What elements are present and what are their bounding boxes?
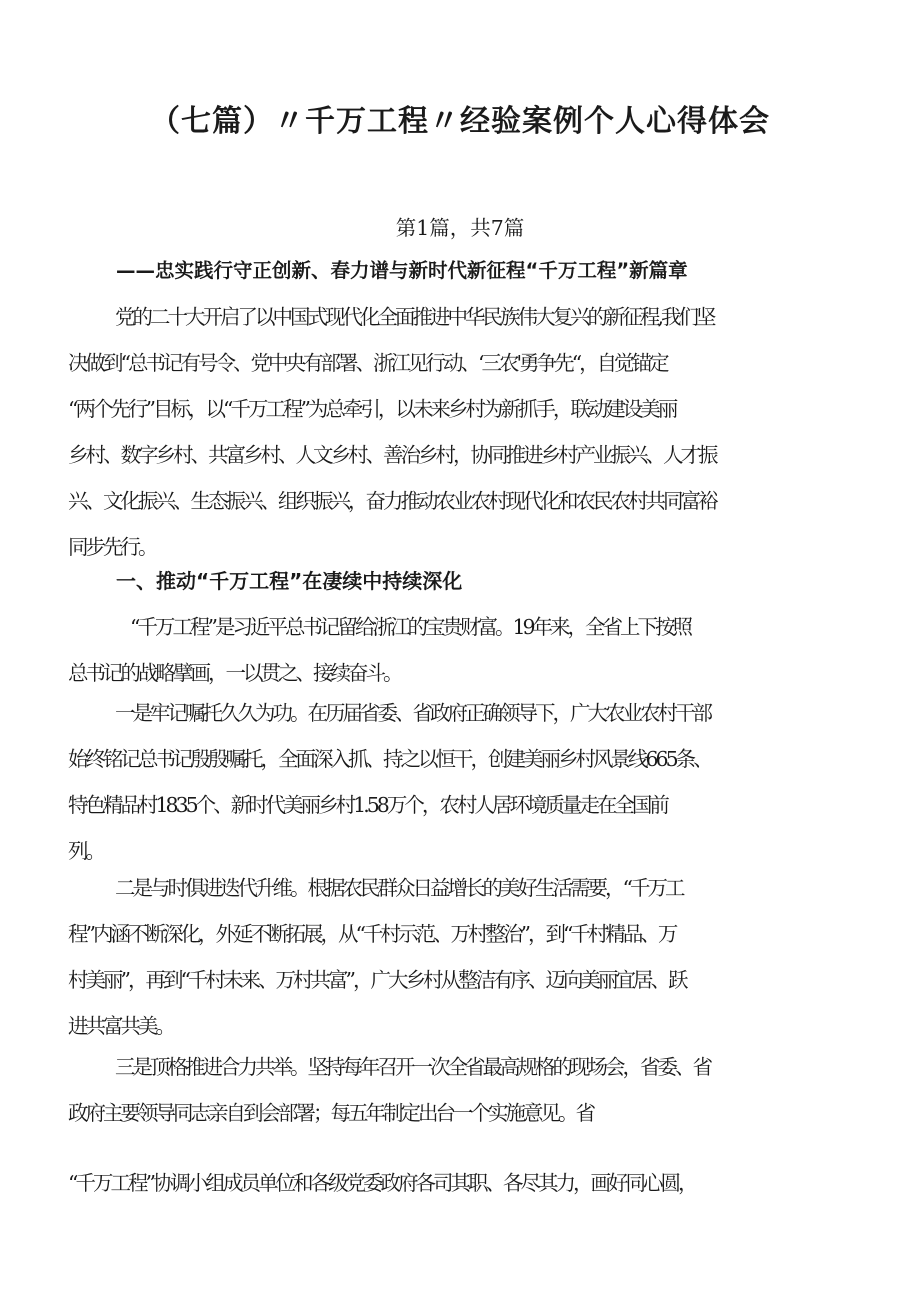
intro-line-2: 决做到“总书记有号令、党中央有部署、浙江见行动、‘三农'勇争先“，自觉锚定: [68, 351, 667, 375]
paragraph-3-line-3: 村美丽”，再到“千村未来、万村共富”，广大乡村从整洁有序、迈向美丽宜居、跃: [68, 968, 686, 992]
paragraph-4-line-2: 政府主要领导同志亲自到会部署；每五年制定出台一个实施意见。省: [68, 1101, 593, 1125]
intro-line-6: 同步先行。: [68, 535, 156, 559]
intro-line-4: 乡村、数字乡村、共富乡村、人文乡村、善治乡村，协同推进乡村产业振兴、人才振: [68, 443, 716, 467]
intro-line-1: 党的二十大开启了以中国式现代化全面推进中华民族伟大复兴的新征程,我们坚: [115, 305, 714, 329]
paragraph-5: [68, 1160, 868, 1206]
paragraph-3: [68, 865, 863, 1049]
intro-line-5: 兴、文化振兴、生态振兴、组织振兴，奋力推动农业农村现代化和农民农村共同富裕: [68, 489, 716, 513]
part-label: 第1篇，共7篇: [395, 216, 525, 240]
paragraph-4: [68, 1044, 863, 1136]
paragraph-2-line-4: 列。: [68, 839, 103, 863]
paragraph-2: [68, 690, 863, 874]
paragraph-4-line-1: 三是顶格推进合力共举。坚持每年召开一次全省最高规格的现场会，省委、省: [115, 1055, 710, 1079]
paragraph-3-line-1: 二是与时俱进迭代升维。根据农民群众日益增长的美好生活需要，“千万工: [115, 876, 683, 900]
paragraph-2-line-2: 始终铭记总书记殷殷嘱托，全面深入抓、持之以恒干，创建美丽乡村风景线665条、: [68, 747, 711, 771]
section-heading-1: 一、推动“千万工程”在凄续中持续深化: [116, 569, 463, 593]
paragraph-1-line-2: 总书记的战略擘画，一以贯之、接续奋斗。: [68, 661, 401, 685]
intro-line-3: “两个先行”目标，以“千万工程”为总牵引，以未来乡村为新抓手，联动建设美丽: [68, 397, 676, 421]
paragraph-3-line-2: 程”内涵不断深化，外延不断拓展，从“千村示范、万村整治”，到“千村精品、万: [68, 922, 676, 946]
subtitle: ——忠实践行守正创新、春力谱与新时代新征程“千万工程”新篇章: [116, 259, 688, 282]
paragraph-1: [68, 604, 863, 696]
intro-paragraph: [68, 294, 863, 570]
paragraph-2-line-3: 特色精品村1835个、新时代美丽乡村1.58万个，农村人居环境质量走在全国前: [68, 793, 667, 817]
document-title: （七篇）〃千万工程〃经验案例个人心得体会: [150, 104, 770, 139]
paragraph-1-line-1: “千万工程”是习近平总书记留给浙江的宝贵财富。19年来，全省上下按照: [130, 615, 691, 639]
paragraph-2-line-1: 一是牢记嘱托久久为功。在历届省委、省政府正确领导下，广大农业农村干部: [115, 701, 710, 725]
paragraph-3-line-4: 进共富共美。: [68, 1014, 173, 1038]
paragraph-5-line-1: “千万工程”协调小组成员单位和各级党委政府各司其职、各尽其力，画好同心圆，: [68, 1171, 696, 1195]
